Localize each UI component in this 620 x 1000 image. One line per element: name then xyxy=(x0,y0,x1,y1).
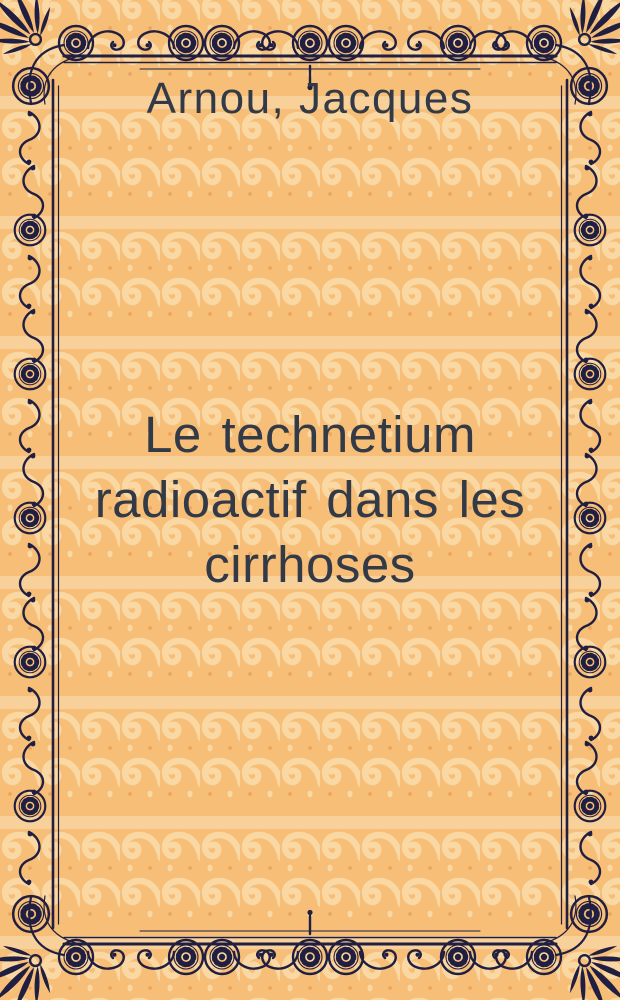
title-line-3: cirrhoses xyxy=(204,536,416,593)
title-line-2: radioactif dans les xyxy=(94,471,526,528)
title-line-1: Le technetium xyxy=(144,406,476,463)
author-name: Arnou, Jacques xyxy=(146,74,474,123)
book-title xyxy=(40,402,580,597)
bottom-border xyxy=(0,896,620,1000)
